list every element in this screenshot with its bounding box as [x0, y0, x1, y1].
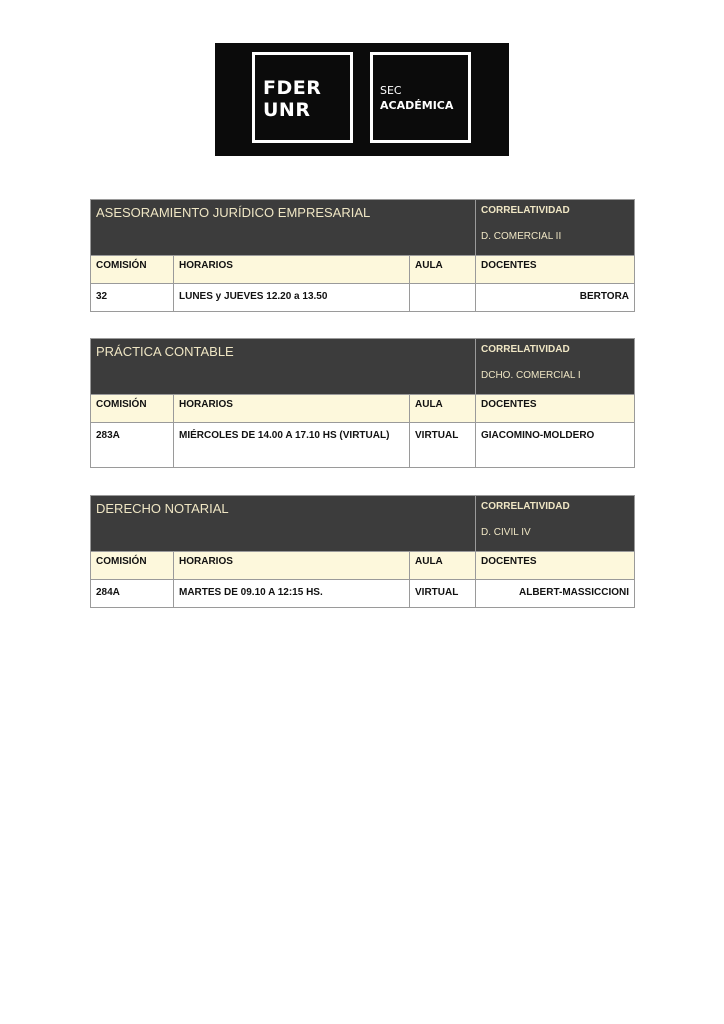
header-comision: COMISIÓN: [91, 552, 174, 580]
logo-line-academica: ACADÉMICA: [380, 99, 454, 112]
header-horarios: HORARIOS: [174, 256, 410, 284]
correlatividad-value: DCHO. COMERCIAL I: [481, 370, 581, 381]
cell-aula: [410, 284, 476, 312]
logo-left-box: [252, 52, 353, 143]
column-header-row: [91, 395, 635, 423]
cell-horarios: LUNES y JUEVES 12.20 a 13.50: [174, 284, 410, 312]
logo-fder-unr-text: [263, 77, 321, 121]
cell-horarios: MARTES DE 09.10 A 12:15 HS.: [174, 580, 410, 608]
table-row: [91, 284, 635, 312]
course-title: ASESORAMIENTO JURÍDICO EMPRESARIAL: [91, 200, 476, 256]
header-docentes: DOCENTES: [476, 395, 635, 423]
course-header-row: [91, 496, 635, 552]
correlatividad-label: CORRELATIVIDAD: [481, 344, 570, 355]
cell-comision: 283A: [91, 423, 174, 468]
correlatividad-value: D. COMERCIAL II: [481, 231, 562, 242]
course-table-asesoramiento: [90, 199, 635, 312]
course-table-practica-contable: [90, 338, 635, 468]
correlatividad-label: CORRELATIVIDAD: [481, 205, 570, 216]
table-row: [91, 580, 635, 608]
cell-docentes: BERTORA: [476, 284, 635, 312]
column-header-row: [91, 552, 635, 580]
cell-comision: 284A: [91, 580, 174, 608]
logo-right-box: [370, 52, 471, 143]
course-header-row: [91, 200, 635, 256]
header-aula: AULA: [410, 256, 476, 284]
header-horarios: HORARIOS: [174, 395, 410, 423]
correlatividad-cell: [476, 339, 635, 395]
cell-horarios: MIÉRCOLES DE 14.00 A 17.10 HS (VIRTUAL): [174, 423, 410, 468]
header-aula: AULA: [410, 552, 476, 580]
logo-line-unr: UNR: [263, 99, 311, 121]
fder-unr-logo: [215, 43, 509, 156]
course-title: PRÁCTICA CONTABLE: [91, 339, 476, 395]
header-horarios: HORARIOS: [174, 552, 410, 580]
course-table-derecho-notarial: [90, 495, 635, 608]
cell-comision: 32: [91, 284, 174, 312]
correlatividad-value: D. CIVIL IV: [481, 527, 531, 538]
correlatividad-cell: [476, 200, 635, 256]
cell-docentes: GIACOMINO-MOLDERO: [476, 423, 635, 468]
correlatividad-cell: [476, 496, 635, 552]
header-comision: COMISIÓN: [91, 395, 174, 423]
course-header-row: [91, 339, 635, 395]
header-aula: AULA: [410, 395, 476, 423]
column-header-row: [91, 256, 635, 284]
course-title: DERECHO NOTARIAL: [91, 496, 476, 552]
cell-aula: VIRTUAL: [410, 423, 476, 468]
header-docentes: DOCENTES: [476, 552, 635, 580]
header-comision: COMISIÓN: [91, 256, 174, 284]
correlatividad-label: CORRELATIVIDAD: [481, 501, 570, 512]
logo-line-fder: FDER: [263, 77, 322, 99]
cell-docentes: ALBERT-MASSICCIONI: [476, 580, 635, 608]
header-docentes: DOCENTES: [476, 256, 635, 284]
cell-aula: VIRTUAL: [410, 580, 476, 608]
table-row: [91, 423, 635, 468]
logo-line-sec: SEC: [380, 84, 402, 97]
